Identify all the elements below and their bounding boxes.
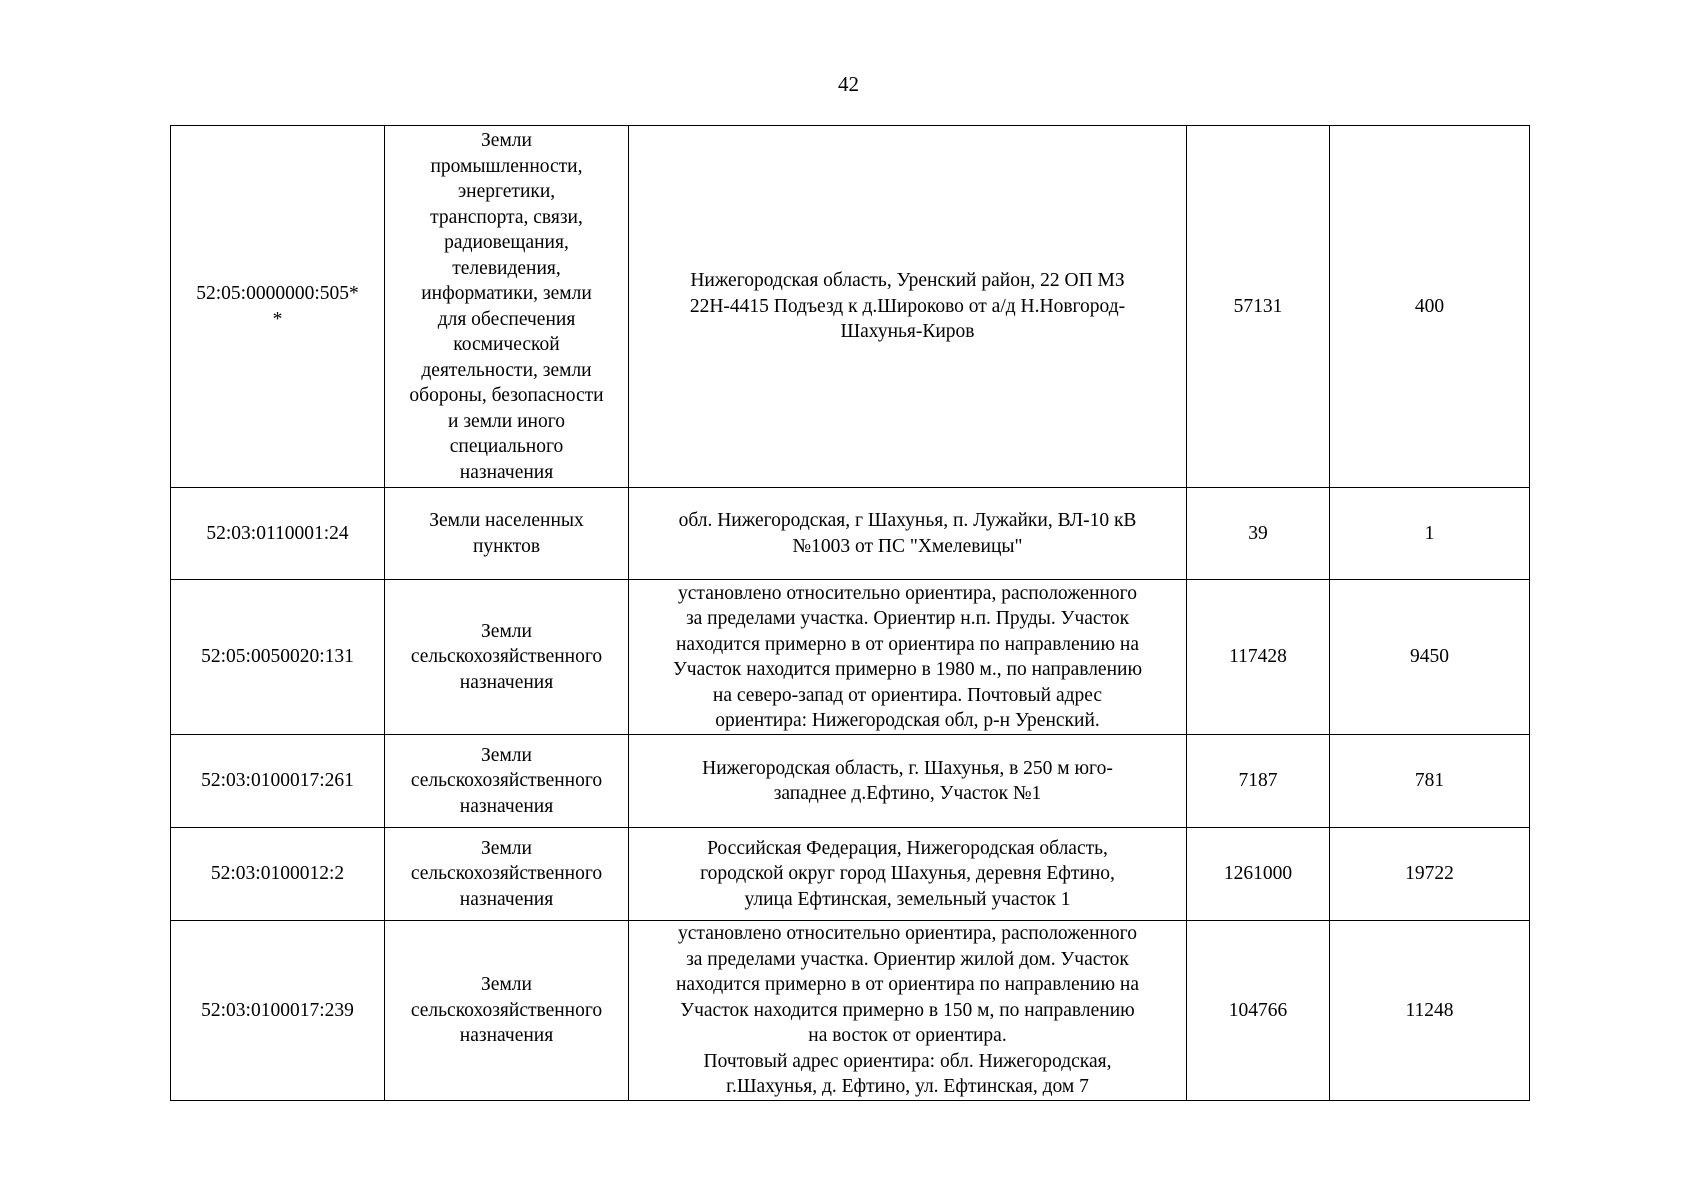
area-part-cell: 11248: [1330, 921, 1530, 1101]
area-total-cell: 39: [1187, 488, 1330, 580]
table-row: [171, 735, 1530, 828]
address-cell: обл. Нижегородская, г Шахунья, п. Лужайки, ВЛ-10 кВ №1003 от ПС "Хмелевицы": [629, 488, 1187, 580]
table-row: [171, 126, 1530, 488]
cadastral-number-cell: 52:03:0100012:2: [171, 828, 385, 921]
cadastral-number-cell: 52:03:0110001:24: [171, 488, 385, 580]
area-part-cell: 781: [1330, 735, 1530, 828]
area-total-cell: 7187: [1187, 735, 1330, 828]
cadastral-number-cell: 52:05:0000000:505* *: [171, 126, 385, 488]
area-part-cell: 400: [1330, 126, 1530, 488]
table-row: [171, 488, 1530, 580]
land-category-cell: Земли населенных пунктов: [385, 488, 629, 580]
area-total-cell: 117428: [1187, 580, 1330, 735]
page-number: 42: [838, 72, 859, 96]
address-cell: Нижегородская область, Уренский район, 22 ОП МЗ 22Н-4415 Подъезд к д.Широково от а/д Н.Новгород- Шахунья-Киров: [629, 126, 1187, 488]
area-total-cell: 1261000: [1187, 828, 1330, 921]
address-cell: установлено относительно ориентира, расположенного за пределами участка. Ориентир жилой дом. Участок находится примерно в от ориентира по направлению на Участок находится примерно в 150 м, по направлению на восток от ориентира. Почтовый адрес ориентира: обл. Нижегородская, г.Шахунья, д. Ефтино, ул. Ефтинская, дом 7: [629, 921, 1187, 1101]
table-row: [171, 580, 1530, 735]
area-part-cell: 1: [1330, 488, 1530, 580]
address-cell: Нижегородская область, г. Шахунья, в 250 м юго- западнее д.Ефтино, Участок №1: [629, 735, 1187, 828]
address-cell: Российская Федерация, Нижегородская область, городской округ город Шахунья, деревня Ефтино, улица Ефтинская, земельный участок 1: [629, 828, 1187, 921]
area-total-cell: 104766: [1187, 921, 1330, 1101]
land-category-cell: Земли сельскохозяйственного назначения: [385, 580, 629, 735]
land-category-cell: Земли сельскохозяйственного назначения: [385, 828, 629, 921]
land-category-cell: Земли промышленности, энергетики, транспорта, связи, радиовещания, телевидения, информатики, земли для обеспечения космической деятельности, земли обороны, безопасности и земли иного специального назначения: [385, 126, 629, 488]
area-total-cell: 57131: [1187, 126, 1330, 488]
land-category-cell: Земли сельскохозяйственного назначения: [385, 735, 629, 828]
area-part-cell: 19722: [1330, 828, 1530, 921]
cadastral-number-cell: 52:05:0050020:131: [171, 580, 385, 735]
table-row: [171, 828, 1530, 921]
land-plots-table: [170, 125, 1530, 1101]
table-row: [171, 921, 1530, 1101]
address-cell: установлено относительно ориентира, расположенного за пределами участка. Ориентир н.п. Пруды. Участок находится примерно в от ориентира по направлению на Участок находится примерно в 1980 м., по направлению на северо-запад от ориентира. Почтовый адрес ориентира: Нижегородская обл, р-н Уренский.: [629, 580, 1187, 735]
cadastral-number-cell: 52:03:0100017:239: [171, 921, 385, 1101]
cadastral-number-cell: 52:03:0100017:261: [171, 735, 385, 828]
area-part-cell: 9450: [1330, 580, 1530, 735]
land-category-cell: Земли сельскохозяйственного назначения: [385, 921, 629, 1101]
